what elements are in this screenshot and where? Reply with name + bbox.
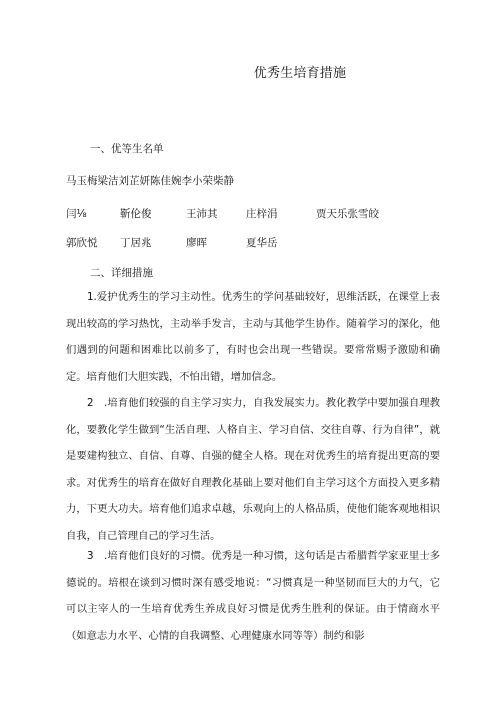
name-item: 夏华岳: [246, 237, 278, 249]
name-item: 庄梓涓: [246, 208, 278, 220]
names-row-3: [0, 236, 500, 250]
section-heading-honor-list: 一、优等生名单: [90, 143, 164, 155]
section-heading-measures: 二、详细措施: [90, 267, 153, 279]
paragraph-1: 1.爱护优秀生的学习主动性。优秀生的学问基础较好，思维活跃，在课堂上表现出较高的学习热忱，主动举手发言，主动与其他学生协作。随着学习的深化，他们遇到的问题和困难比以前多了，有时也会出现一些错误。要常常赐予激励和确定。培育他们大胆实践，不怕出错，增加信念。: [66, 291, 440, 383]
document-title: 优秀生培育措施: [253, 66, 347, 81]
name-item: 廖晖: [186, 237, 207, 249]
name-item: 郭欣悦: [66, 237, 98, 249]
name-item: 贾天乐张雪皎: [316, 208, 379, 220]
name-item: 王沛其: [186, 208, 218, 220]
paragraph-2: 2 .培育他们较强的自主学习实力，自我发展实力。教化教学中要加强自理教化，要教化学生做到“生活自理、人格自主、学习自信、交往自尊、行为自律”，就是要建构独立、自信、自尊、自强的健全人格。现在对优秀生的培育提出更高的要求。对优秀生的培育在做好自理教化基础上要对他们自主学习这个方面投入更多精力，下更大功夫。培育他们追求卓越，乐观向上的人格品质，使他们能客观地相识自我，自己管理自己的学习生活。: [66, 397, 440, 542]
names-row-2: [0, 207, 500, 221]
name-item: 靳伦俊: [120, 208, 152, 220]
name-item: 闫⅛: [66, 208, 87, 220]
paragraph-3: 3 .培育他们良好的习惯。优秀是一种习惯，这句话是古希腊哲学家亚里士多德说的。培根在谈到习惯时深有感受地说：“习惯真是一种坚韧而巨大的力气，它可以主宰人的一生培育优秀生养成良好习惯是优秀生胜利的保证。由于情商水平（如意志力水平、心情的自我调整、心理健康水同等等）制约和影: [66, 550, 440, 642]
names-line: 马玉梅梁洁刘芷妍陈佳婉李小荣柴静: [66, 175, 234, 187]
name-item: 丁居兆: [120, 237, 152, 249]
